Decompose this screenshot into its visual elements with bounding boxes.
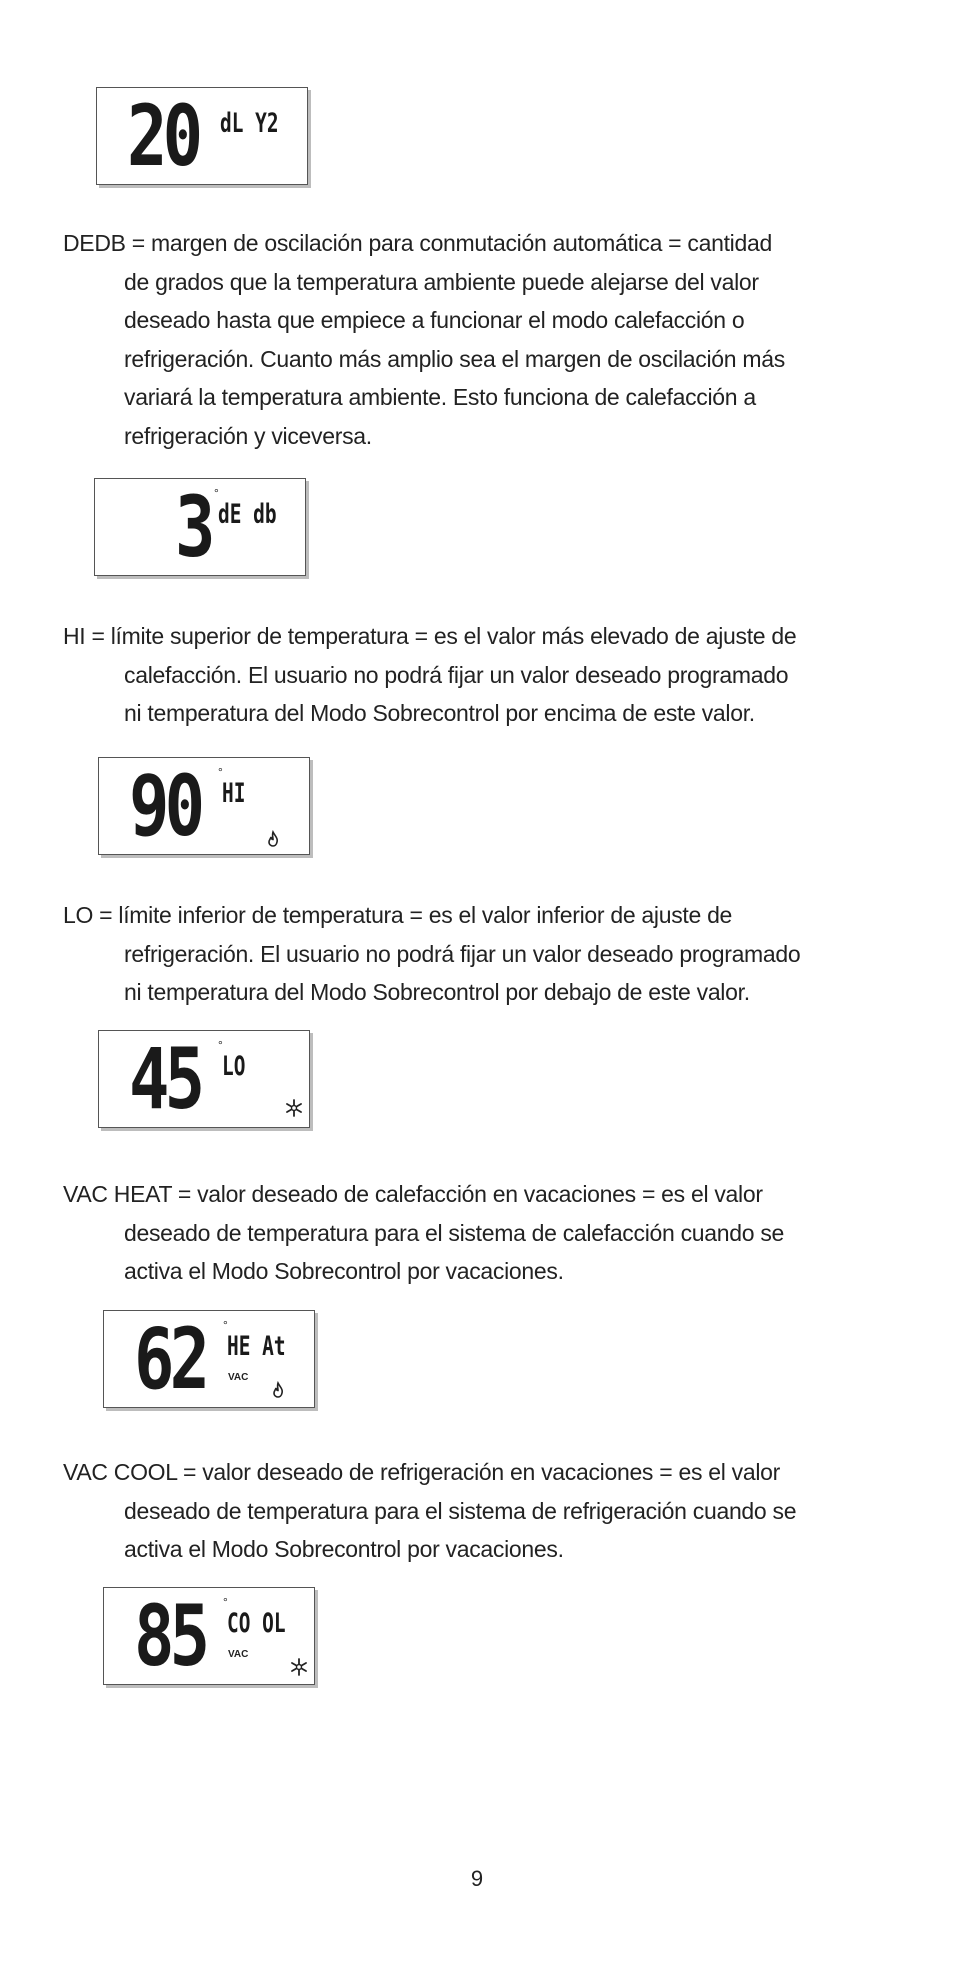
text-line: activa el Modo Sobrecontrol por vacaciones. <box>124 1258 564 1284</box>
paragraph-dedb <box>63 224 893 455</box>
text-line: VAC HEAT = valor deseado de calefacción en vacaciones = es el valor <box>63 1181 763 1207</box>
lcd-label: CO OL <box>227 1608 286 1639</box>
lcd-display-lo <box>98 1030 310 1128</box>
text-line: DEDB = margen de oscilación para conmutación automática = cantidad <box>63 230 772 256</box>
text-line: refrigeración. Cuanto más amplio sea el margen de oscilación más <box>124 345 785 372</box>
lcd-label: LO <box>222 1051 246 1082</box>
lcd-display-dl-y2 <box>96 87 308 185</box>
lcd-label: HI <box>222 778 246 809</box>
flame-icon <box>269 1381 287 1399</box>
lcd-display-hi <box>98 757 310 855</box>
lcd-display-vac-heat <box>103 1310 315 1408</box>
lcd-label: HE At <box>227 1331 286 1362</box>
lcd-display-vac-cool <box>103 1587 315 1685</box>
text-line: LO = límite inferior de temperatura = es el valor inferior de ajuste de <box>63 902 733 928</box>
degree-symbol: ° <box>214 486 219 500</box>
degree-symbol: ° <box>218 765 223 779</box>
lcd-digits: 3 <box>175 478 211 576</box>
text-line: activa el Modo Sobrecontrol por vacaciones. <box>124 1536 564 1562</box>
page-number: 9 <box>470 1866 484 1891</box>
text-line: ni temperatura del Modo Sobrecontrol por debajo de este valor. <box>124 979 750 1005</box>
vac-indicator: VAC <box>228 1372 249 1383</box>
paragraph-vac-heat <box>63 1175 893 1291</box>
text-line: deseado hasta que empiece a funcionar el modo calefacción o <box>124 307 745 333</box>
degree-symbol: ° <box>218 1038 223 1052</box>
text-line: refrigeración y viceversa. <box>124 422 372 449</box>
text-line: de grados que la temperatura ambiente puede alejarse del valor <box>124 268 759 295</box>
text-line: HI = límite superior de temperatura = es el valor más elevado de ajuste de <box>63 623 797 649</box>
text-line: refrigeración. El usuario no podrá fijar un valor deseado programado <box>124 940 801 967</box>
paragraph-lo <box>63 896 893 1012</box>
snowflake-icon <box>285 1099 303 1117</box>
lcd-digits: 62 <box>134 1310 206 1408</box>
text-line: variará la temperatura ambiente. Esto funciona de calefacción a <box>124 384 756 410</box>
lcd-digits: 20 <box>127 87 199 185</box>
text-line: calefacción. El usuario no podrá fijar un valor deseado programado <box>124 661 789 688</box>
flame-icon <box>264 830 282 848</box>
snowflake-icon <box>290 1658 308 1676</box>
degree-symbol: ° <box>223 1318 228 1332</box>
text-line: VAC COOL = valor deseado de refrigeración en vacaciones = es el valor <box>63 1459 780 1485</box>
lcd-digits: 85 <box>134 1587 206 1685</box>
lcd-digits: 45 <box>129 1030 201 1128</box>
text-line: ni temperatura del Modo Sobrecontrol por encima de este valor. <box>124 700 755 726</box>
lcd-label: dL Y2 <box>220 108 279 139</box>
paragraph-hi <box>63 617 893 733</box>
degree-symbol: ° <box>223 1595 228 1609</box>
vac-indicator: VAC <box>228 1649 249 1660</box>
text-line: deseado de temperatura para el sistema de refrigeración cuando se <box>124 1497 797 1524</box>
lcd-display-de-db <box>94 478 306 576</box>
paragraph-vac-cool <box>63 1453 893 1569</box>
text-line: deseado de temperatura para el sistema de calefacción cuando se <box>124 1219 785 1246</box>
lcd-digits: 90 <box>129 757 201 855</box>
lcd-label: dE db <box>218 499 277 530</box>
